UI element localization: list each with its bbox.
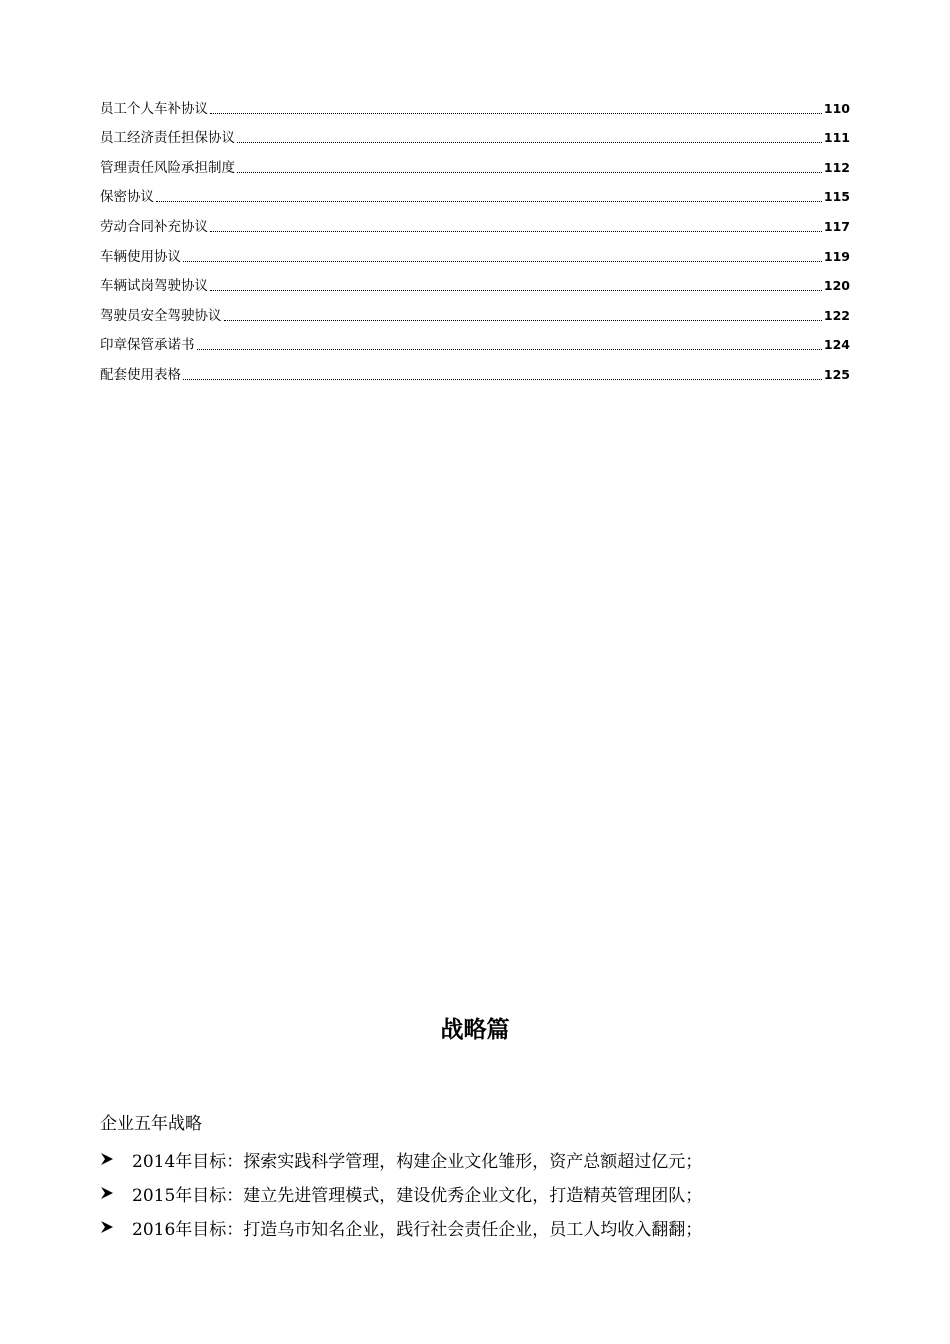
- list-item: [100, 1210, 860, 1244]
- toc-entry-label: 车辆试岗驾驶协议: [100, 278, 208, 295]
- toc-entry-page: 124: [823, 337, 850, 353]
- section-title: 战略篇: [440, 1016, 510, 1043]
- toc-entry-page: 117: [823, 218, 850, 234]
- toc-entry-label: 保密协议: [100, 189, 154, 206]
- toc-entry-label: 员工个人车补协议: [100, 100, 208, 117]
- toc-entry-label: 员工经济责任担保协议: [100, 130, 235, 147]
- toc-entry[interactable]: [100, 120, 850, 150]
- toc-entry-label: 配套使用表格: [100, 366, 181, 383]
- toc-entry-page: 111: [823, 130, 850, 146]
- list-item: [100, 1142, 860, 1176]
- toc-entry[interactable]: [100, 208, 850, 238]
- goal-text: 2014年目标：探索实践科学管理，构建企业文化雏形，资产总额超过亿元；: [132, 1151, 703, 1172]
- arrowhead-bullet-icon: [100, 1186, 114, 1200]
- toc-entry-label: 劳动合同补充协议: [100, 218, 208, 235]
- toc-dot-leader: [183, 261, 822, 262]
- toc-entry[interactable]: [100, 327, 850, 357]
- toc-entry-page: 120: [823, 278, 850, 294]
- toc-entry-label: 驾驶员安全驾驶协议: [100, 307, 222, 324]
- toc-entry[interactable]: [100, 149, 850, 179]
- toc-entry[interactable]: [100, 179, 850, 209]
- arrowhead-bullet-icon: [100, 1152, 114, 1166]
- toc-dot-leader: [224, 320, 822, 321]
- toc-dot-leader: [210, 290, 822, 291]
- toc-entry-page: 110: [823, 100, 850, 116]
- toc-entry-page: 125: [823, 366, 850, 382]
- goal-text: 2016年目标：打造乌市知名企业，践行社会责任企业，员工人均收入翻翻；: [132, 1219, 703, 1240]
- toc-dot-leader: [237, 142, 822, 143]
- list-item: [100, 1176, 860, 1210]
- goal-text: 2015年目标：建立先进管理模式，建设优秀企业文化，打造精英管理团队；: [132, 1185, 703, 1206]
- toc-entry-page: 112: [823, 159, 850, 175]
- toc-dot-leader: [237, 172, 822, 173]
- toc-entry[interactable]: [100, 356, 850, 386]
- toc-entry-page: 119: [823, 248, 850, 264]
- toc-dot-leader: [210, 231, 822, 232]
- toc-entry[interactable]: [100, 268, 850, 298]
- arrowhead-bullet-icon: [100, 1220, 114, 1234]
- toc-dot-leader: [197, 349, 822, 350]
- toc-entry-label: 管理责任风险承担制度: [100, 159, 235, 176]
- toc-dot-leader: [210, 113, 822, 114]
- table-of-contents: [100, 90, 850, 386]
- subsection-title: 企业五年战略: [100, 1114, 202, 1134]
- toc-entry-page: 122: [823, 307, 850, 323]
- toc-entry-label: 印章保管承诺书: [100, 337, 195, 354]
- toc-entry[interactable]: [100, 297, 850, 327]
- toc-dot-leader: [183, 379, 822, 380]
- toc-entry[interactable]: [100, 238, 850, 268]
- toc-entry-label: 车辆使用协议: [100, 248, 181, 265]
- toc-entry-page: 115: [823, 189, 850, 205]
- toc-dot-leader: [156, 201, 822, 202]
- goal-list: [100, 1142, 860, 1244]
- toc-entry[interactable]: [100, 90, 850, 120]
